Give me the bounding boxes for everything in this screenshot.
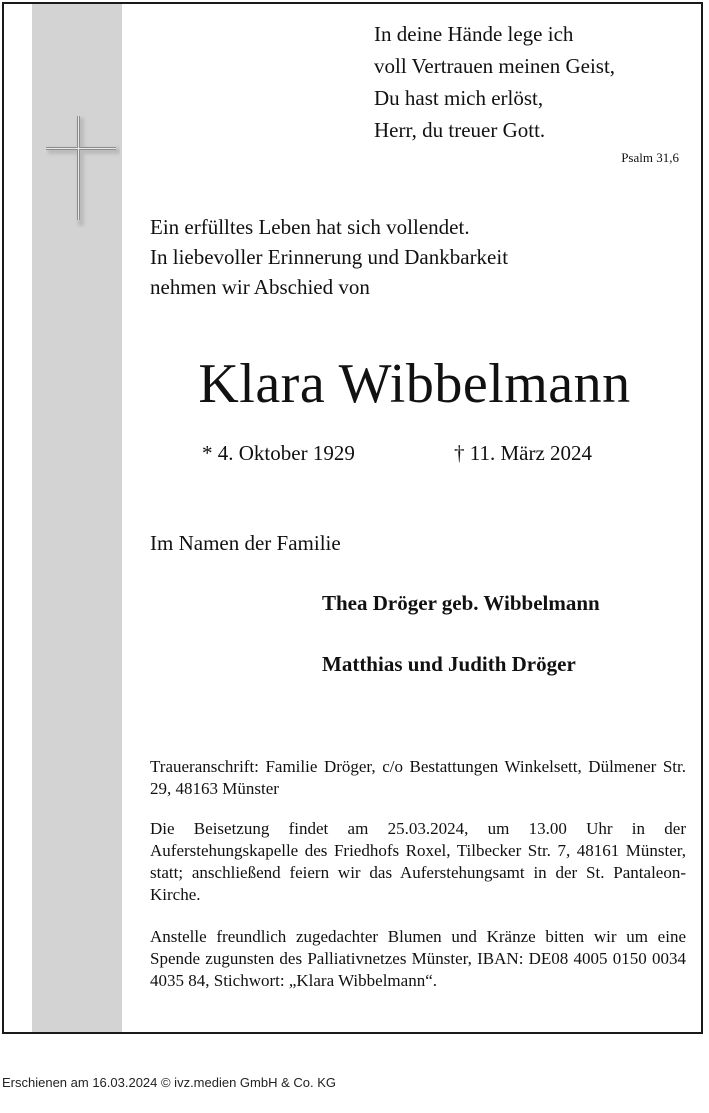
- deceased-name: Klara Wibbelmann: [198, 353, 631, 415]
- intro-line: Ein erfülltes Leben hat sich vollendet.: [150, 215, 470, 239]
- death-date: † 11. März 2024: [454, 441, 593, 465]
- intro-text: [150, 212, 508, 302]
- psalm-line: voll Vertrauen meinen Geist,: [374, 54, 616, 78]
- cross-icon: [44, 114, 120, 228]
- psalm-reference: Psalm 31,6: [621, 150, 679, 165]
- psalm-line: In deine Hände lege ich: [374, 22, 574, 46]
- psalm-verse: [374, 18, 615, 146]
- donation-info: Anstelle freundlich zugedachter Blumen und Kränze bitten wir um eine Spende zugunsten des Palliativnetzes Münster, IBAN: DE08 4005 0150 0034 4035 84, Stichwort: „Klara Wibbelmann“.: [150, 927, 686, 990]
- obituary-notice: [2, 2, 703, 1034]
- burial-info: Die Beisetzung findet am 25.03.2024, um 13.00 Uhr in der Auferstehungskapelle des Friedhofs Roxel, Tilbecker Str. 7, 48161 Münster, statt; anschließend feiern wir das Auferstehungsamt in der St. Pantaleon-Kirche.: [150, 819, 686, 904]
- intro-line: In liebevoller Erinnerung und Dankbarkeit: [150, 245, 509, 269]
- mourner-name: Matthias und Judith Dröger: [322, 652, 576, 676]
- birth-date: * 4. Oktober 1929: [202, 441, 355, 465]
- mourner-name: Thea Dröger geb. Wibbelmann: [322, 591, 600, 615]
- family-intro: Im Namen der Familie: [150, 531, 341, 555]
- mourning-address: Traueranschrift: Familie Dröger, c/o Bestattungen Winkelsett, Dülmener Str. 29, 48163 Münster: [150, 757, 686, 798]
- psalm-line: Du hast mich erlöst,: [374, 86, 544, 110]
- publication-footer: Erschienen am 16.03.2024 © ivz.medien GmbH & Co. KG: [2, 1075, 337, 1090]
- intro-line: nehmen wir Abschied von: [150, 275, 370, 299]
- psalm-line: Herr, du treuer Gott.: [374, 118, 546, 142]
